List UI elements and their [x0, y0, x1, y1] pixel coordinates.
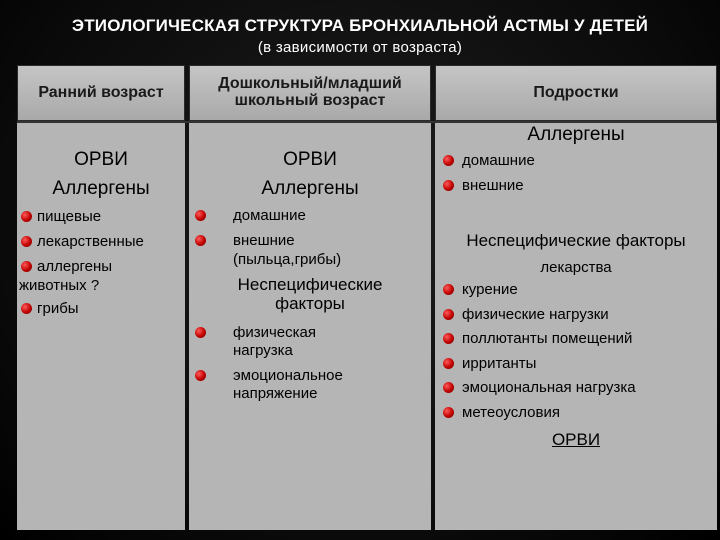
col2-item-emotional: эмоциональное — [233, 367, 343, 384]
etiology-table — [17, 65, 717, 530]
col3-factor-smoking: курение — [462, 281, 518, 298]
col3-heading-allergens: Аллергены — [527, 124, 625, 145]
column-teenagers — [435, 123, 717, 530]
col2-item-physical-cont: нагрузка — [233, 342, 293, 359]
red-bullet-icon — [443, 155, 454, 166]
header-early-age — [17, 65, 185, 121]
col2-heading-nonspecific-line1: Неспецифические — [237, 275, 383, 294]
red-bullet-icon — [443, 358, 454, 369]
red-bullet-icon — [21, 236, 32, 247]
red-bullet-icon — [195, 235, 206, 246]
col2-heading-nonspecific — [189, 275, 431, 313]
col2-heading-orvi: ОРВИ — [283, 149, 337, 170]
col2-item-domestic: домашние — [233, 207, 306, 224]
red-bullet-icon — [195, 370, 206, 381]
col3-factor-irritants: ирританты — [462, 355, 537, 372]
red-bullet-icon — [443, 180, 454, 191]
red-bullet-icon — [443, 333, 454, 344]
col3-heading-orvi: ОРВИ — [551, 430, 601, 449]
column-preschool-age — [189, 123, 431, 530]
slide-title: ЭТИОЛОГИЧЕСКАЯ СТРУКТУРА БРОНХИАЛЬНОЙ АСТМЫ У ДЕТЕЙ — [71, 16, 649, 35]
col1-heading-orvi: ОРВИ — [74, 149, 128, 170]
col1-item-animal-allergens: аллергены — [37, 258, 113, 275]
col2-item-emotional-cont: напряжение — [233, 385, 318, 402]
col1-item-food: пищевые — [37, 208, 102, 225]
header-teenagers-label: Подростки — [533, 83, 619, 101]
slide-subtitle: (в зависимости от возраста) — [257, 39, 463, 56]
col1-heading-allergens: Аллергены — [52, 178, 150, 199]
col1-item-drugs: лекарственные — [37, 233, 144, 250]
header-teenagers — [435, 65, 717, 121]
col2-heading-allergens: Аллергены — [261, 178, 359, 199]
col1-item-fungi: грибы — [37, 300, 79, 317]
col2-item-external: внешние — [233, 232, 295, 249]
col3-factor-physical: физические нагрузки — [462, 306, 609, 323]
col3-heading-nonspecific: Неспецифические факторы — [466, 231, 686, 250]
red-bullet-icon — [443, 309, 454, 320]
red-bullet-icon — [443, 382, 454, 393]
red-bullet-icon — [21, 211, 32, 222]
col3-allergen-domestic: домашние — [462, 152, 535, 169]
column-early-age — [17, 123, 185, 530]
col2-item-physical: физическая — [233, 324, 316, 341]
header-preschool-line2: школьный возраст — [234, 92, 386, 109]
red-bullet-icon — [443, 284, 454, 295]
red-bullet-icon — [443, 407, 454, 418]
col3-factor-emotional: эмоциональная нагрузка — [462, 379, 636, 396]
col2-heading-nonspecific-line2: факторы — [275, 294, 345, 313]
col3-factor-indoor-pollutants: поллютанты помещений — [462, 330, 633, 347]
col1-item-animal-allergens-cont: животных ? — [19, 277, 100, 294]
col3-allergen-external: внешние — [462, 177, 524, 194]
col3-factor-weather: метеоусловия — [462, 404, 560, 421]
red-bullet-icon — [21, 303, 32, 314]
header-preschool-line1: Дошкольный/младший — [218, 75, 402, 93]
red-bullet-icon — [195, 327, 206, 338]
header-preschool-age — [189, 65, 431, 121]
col3-item-drugs: лекарства — [540, 259, 612, 276]
red-bullet-icon — [21, 261, 32, 272]
red-bullet-icon — [195, 210, 206, 221]
col2-item-external-detail: (пыльца,грибы) — [233, 251, 342, 268]
header-early-age-label: Ранний возраст — [38, 83, 164, 101]
